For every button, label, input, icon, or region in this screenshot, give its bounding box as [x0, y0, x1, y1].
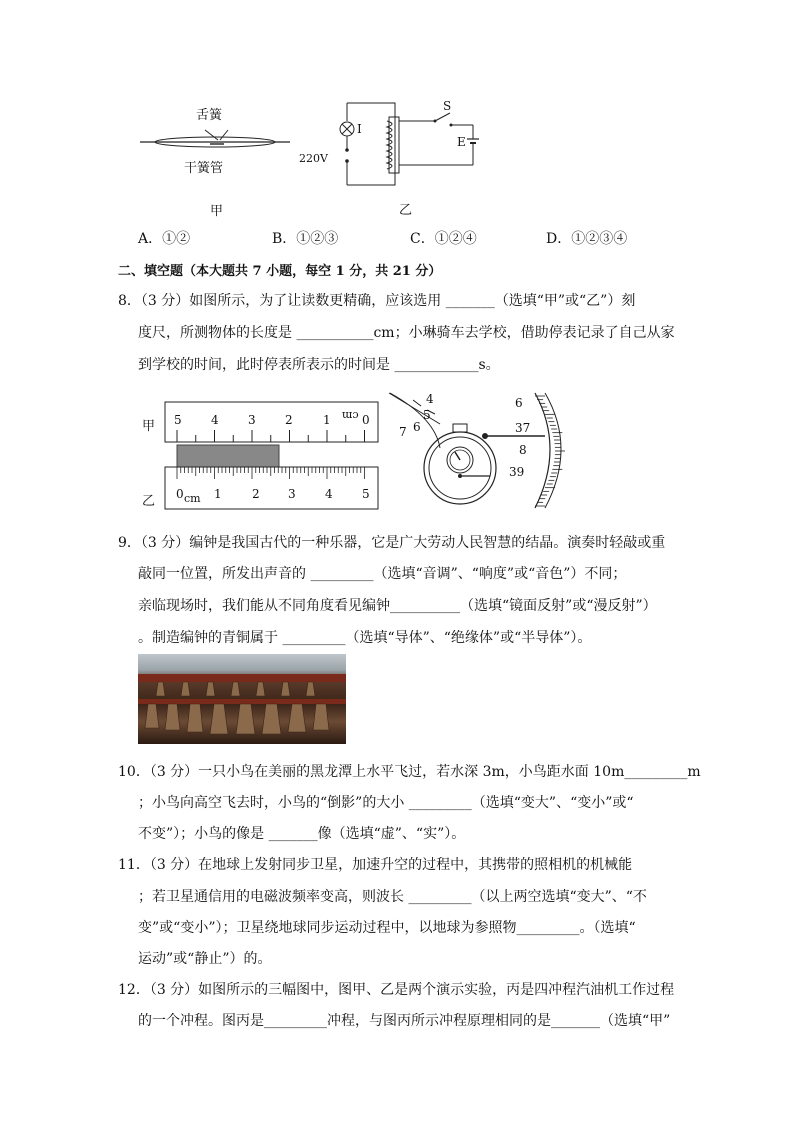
big-dial-39: 39 — [509, 465, 525, 479]
figure-jia-caption: 甲 — [210, 204, 224, 219]
figure-yi-caption: 乙 — [399, 203, 413, 218]
q8-line3: 到学校的时间，此时停表所表示的时间是 ____________s。 — [138, 357, 500, 373]
ruler-jia-tick-1: 1 — [323, 413, 331, 427]
q9-line2: 敲同一位置，所发出声音的 _________（选填“音调”、“响度”或“音色”）不同； — [138, 566, 627, 582]
battery-e-label: E — [457, 135, 466, 149]
small-dial-7: 7 — [399, 425, 407, 439]
section-2-title: 二、填空题（本大题共 7 小题，每空 1 分，共 21 分） — [118, 264, 442, 279]
stopwatch-figure — [385, 388, 565, 513]
q10-line3: 不变”）；小鸟的像是 _______像（选填“虚”、“实”）。 — [138, 826, 466, 842]
reed-switch-diagram — [140, 120, 290, 160]
q9-line1: 9．（3 分）编钟是我国古代的一种乐器，它是广大劳动人民智慧的结晶。演奏时轻敲或重 — [118, 535, 666, 551]
q12-line2: 的一个冲程。图丙是_________冲程，与图丙所示冲程原理相同的是_______（选填“甲” — [138, 1013, 671, 1029]
ruler-jia-tick-2: 2 — [285, 413, 293, 427]
ruler-yi-label: 乙 — [142, 494, 156, 509]
ruler-jia-label: 甲 — [142, 419, 156, 434]
relay-circuit-figure — [295, 95, 495, 218]
option-a: A．①② — [138, 231, 191, 247]
q11-line3: 变”或“变小”）；卫星绕地球同步运动过程中，以地球为参照物_________。（选填“ — [138, 920, 636, 936]
bianzhong-bells — [138, 654, 346, 744]
small-dial-6: 6 — [413, 420, 421, 434]
q8-line1: 8．（3 分）如图所示，为了让读数更精确，应该选用 _______（选填“甲”或“乙”）刻 — [118, 293, 636, 309]
small-dial-5: 5 — [423, 408, 431, 422]
q11-line2: ；若卫星通信用的电磁波频率变高，则波长 _________（以上两空选填“变大”、“不 — [138, 889, 647, 905]
big-dial-6: 6 — [515, 396, 523, 410]
ruler-jia-tick-5: 5 — [174, 413, 182, 427]
reed-switch-figure — [140, 100, 290, 219]
q9-line4: 。制造编钟的青铜属于 _________（选填“导体”、“绝缘体”或“半导体”）。 — [138, 630, 592, 646]
ruler-yi-tick-0: 0 — [176, 487, 184, 501]
big-dial-37: 37 — [515, 421, 531, 435]
option-b: B．①②③ — [272, 231, 339, 247]
q12-line1: 12．（3 分）如图所示的三幅图中，图甲、乙是两个演示实验，丙是四冲程汽油机工作过程 — [118, 982, 675, 998]
big-dial-8: 8 — [519, 443, 527, 457]
option-d: D．①②③④ — [546, 231, 628, 247]
q11-line4: 运动”或“静止”）的。 — [138, 951, 272, 967]
stopwatch-diagram — [385, 388, 565, 513]
lamp-label: I — [357, 122, 362, 136]
voltage-label: 220V — [299, 152, 328, 165]
ruler-jia-tick-4: 4 — [211, 413, 219, 427]
ruler-yi-tick-4: 4 — [325, 487, 333, 501]
ruler-figure — [140, 395, 390, 515]
tube-label: 干簧管 — [184, 161, 224, 176]
bianzhong-photo — [138, 654, 346, 744]
reed-label: 舌簧 — [196, 108, 223, 123]
ruler-yi-tick-3: 3 — [288, 487, 296, 501]
ruler-jia-tick-3: 3 — [248, 413, 256, 427]
q8-line2: 度尺，所测物体的长度是 ___________cm；小琳骑车去学校，借助停表记录了自己从家 — [138, 325, 675, 341]
q11-line1: 11．（3 分）在地球上发射同步卫星，加速升空的过程中，其携带的照相机的机械能 — [118, 857, 633, 873]
ruler-yi-unit: cm — [184, 492, 201, 505]
ruler-jia-unit: cm — [342, 409, 359, 422]
q10-line2: ；小鸟向高空飞去时，小鸟的“倒影”的大小 _________（选填“变大”、“变小”或“ — [138, 795, 634, 811]
small-dial-4: 4 — [426, 392, 434, 406]
ruler-yi-tick-5: 5 — [362, 487, 370, 501]
switch-s-label: S — [443, 99, 452, 113]
ruler-yi-tick-1: 1 — [214, 487, 222, 501]
q10-line1: 10．（3 分）一只小鸟在美丽的黑龙潭上水平飞过，若水深 3m，小鸟距水面 10m_________m — [118, 764, 701, 780]
ruler-jia-tick-0: 0 — [362, 413, 370, 427]
option-c: C．①②④ — [410, 231, 477, 247]
q9-line3: 亲临现场时，我们能从不同角度看见编钟__________（选填“镜面反射”或“漫反射”） — [138, 598, 657, 614]
ruler-yi-tick-2: 2 — [252, 487, 260, 501]
